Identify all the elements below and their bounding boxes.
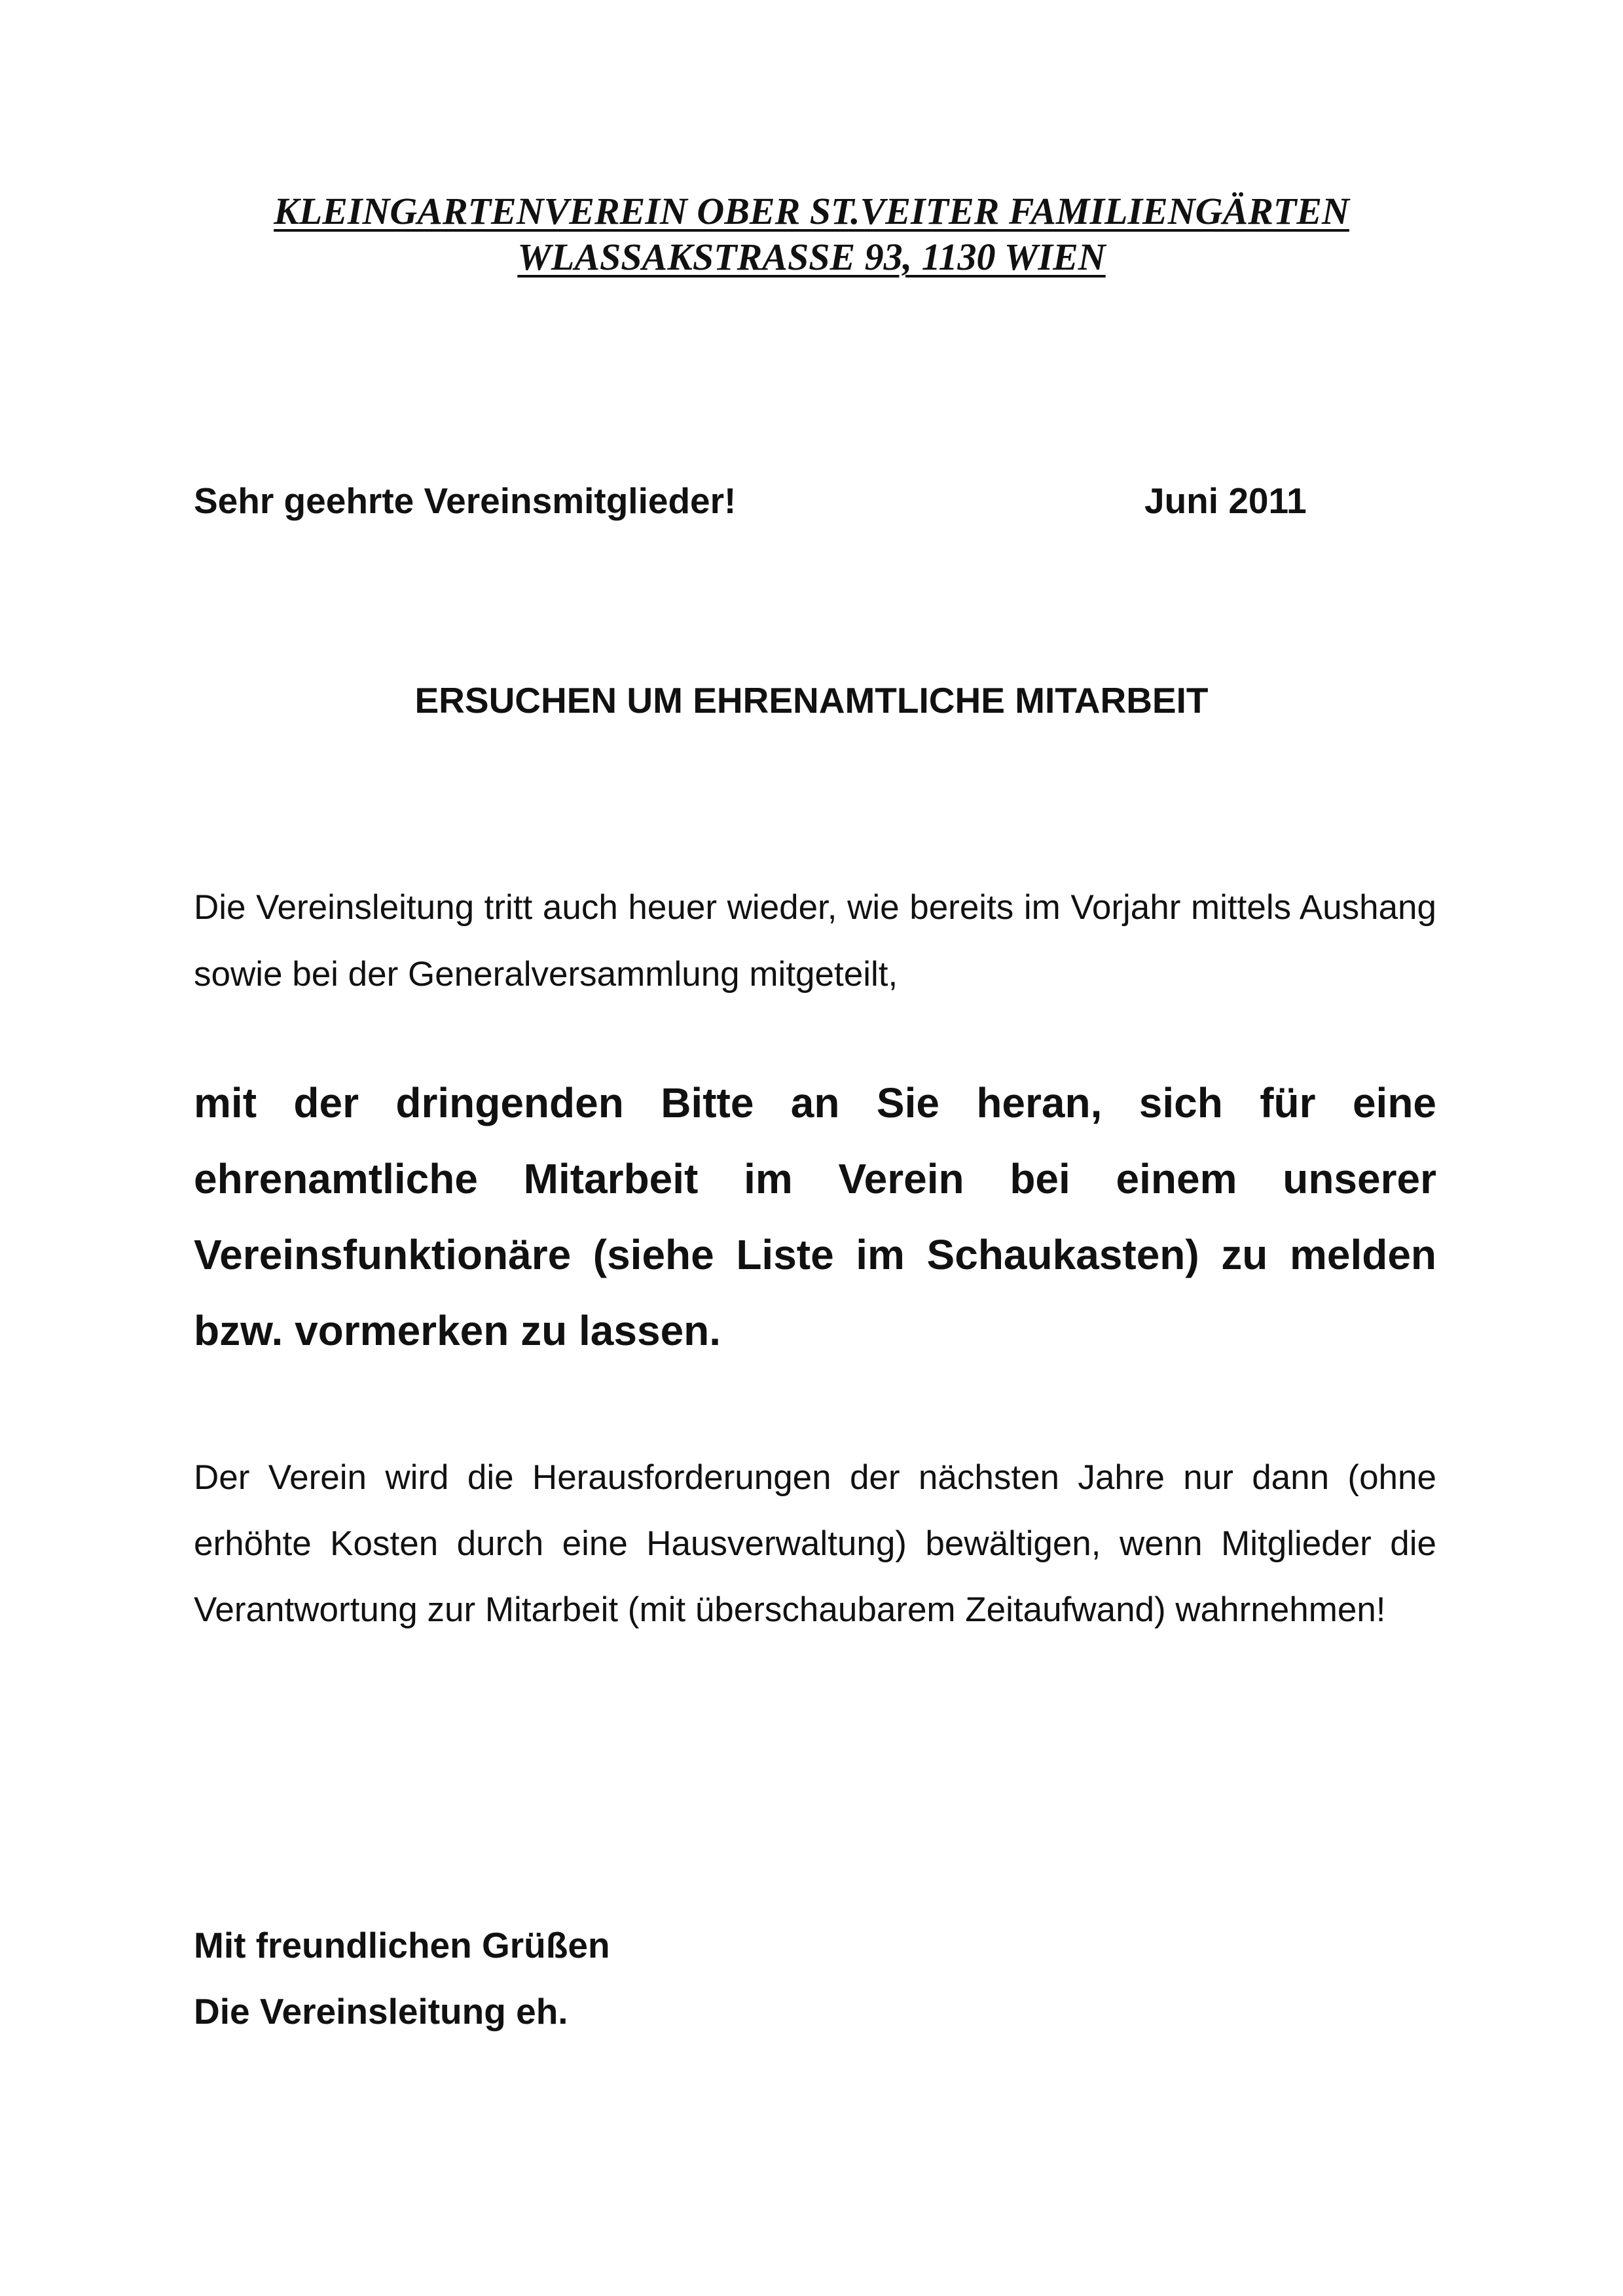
letter-heading: ERSUCHEN UM EHRENAMTLICHE MITARBEIT bbox=[414, 680, 1209, 721]
request-paragraph: mit der dringenden Bitte an Sie heran, sich für eine ehrenamtliche Mitarbeit im Verein bei einem unserer Vereinsfunktionäre (siehe Liste im Schaukasten) zu melden bzw. vormerken zu lassen. bbox=[194, 1079, 1436, 1354]
letter-date: Juni 2011 bbox=[1144, 480, 1307, 521]
intro-paragraph: Die Vereinsleitung tritt auch heuer wieder, wie bereits im Vorjahr mittels Aushang sowie bei der Generalversammlung mitgeteilt, bbox=[194, 888, 1436, 994]
letterhead-address: WLASSAKSTRASSE 93, 1130 WIEN bbox=[517, 236, 1106, 278]
letterhead-association-name: KLEINGARTENVEREIN OBER ST.VEITER FAMILIENGÄRTEN bbox=[274, 190, 1349, 232]
closing-signature: Die Vereinsleitung eh. bbox=[194, 1991, 568, 2032]
closing-greeting: Mit freundlichen Grüßen bbox=[194, 1925, 610, 1965]
closing-block bbox=[194, 1912, 610, 2045]
letterhead bbox=[0, 188, 1623, 280]
salutation: Sehr geehrte Vereinsmitglieder! bbox=[194, 480, 737, 521]
explanation-paragraph: Der Verein wird die Herausforderungen der nächsten Jahre nur dann (ohne erhöhte Kosten durch eine Hausverwaltung) bewältigen, wenn Mitglieder die Verantwortung zur Mitarbeit (mit überschaubarem Zeitaufwand) wahrnehmen! bbox=[194, 1458, 1436, 1629]
